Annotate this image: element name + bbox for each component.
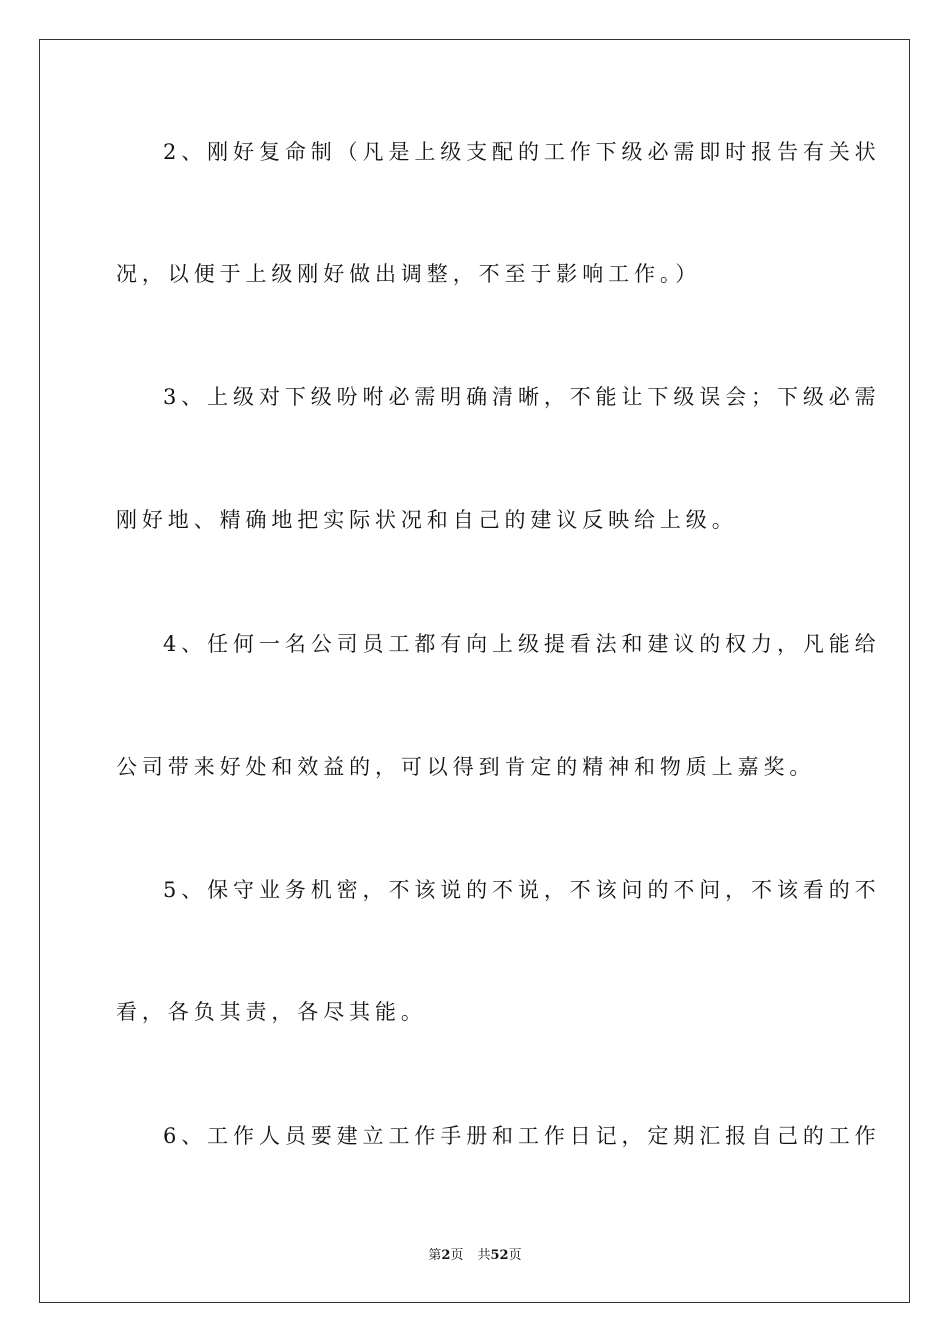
paragraph-3-line-1: 4、任何一名公司员工都有向上级提看法和建议的权力，凡能给: [163, 632, 881, 656]
footer-page-suffix: 页: [450, 1248, 464, 1263]
paragraph-1-line-2: 况，以便于上级刚好做出调整，不至于影响工作。）: [116, 262, 702, 286]
paragraph-2-line-1: 3、上级对下级吩咐必需明确清晰，不能让下级误会；下级必需: [163, 385, 881, 409]
footer-page-current: 2: [441, 1248, 451, 1263]
footer-total-prefix: 共: [477, 1248, 491, 1263]
paragraph-4-line-1: 5、保守业务机密，不该说的不说，不该问的不问，不该看的不: [163, 878, 881, 902]
paragraph-5-line-1: 6、工作人员要建立工作手册和工作日记，定期汇报自己的工作: [163, 1124, 881, 1148]
page-border: [39, 39, 910, 1303]
footer-total-suffix: 页: [508, 1248, 522, 1263]
footer-page-total: 52: [490, 1248, 509, 1263]
paragraph-3-line-2: 公司带来好处和效益的，可以得到肯定的精神和物质上嘉奖。: [116, 755, 816, 779]
footer-page-prefix: 第: [428, 1248, 442, 1263]
paragraph-1-line-1: 2、刚好复命制（凡是上级支配的工作下级必需即时报告有关状: [163, 140, 881, 164]
paragraph-4-line-2: 看，各负其责，各尽其能。: [116, 1000, 427, 1024]
paragraph-2-line-2: 刚好地、精确地把实际状况和自己的建议反映给上级。: [116, 508, 738, 532]
page-footer: [0, 1247, 950, 1265]
